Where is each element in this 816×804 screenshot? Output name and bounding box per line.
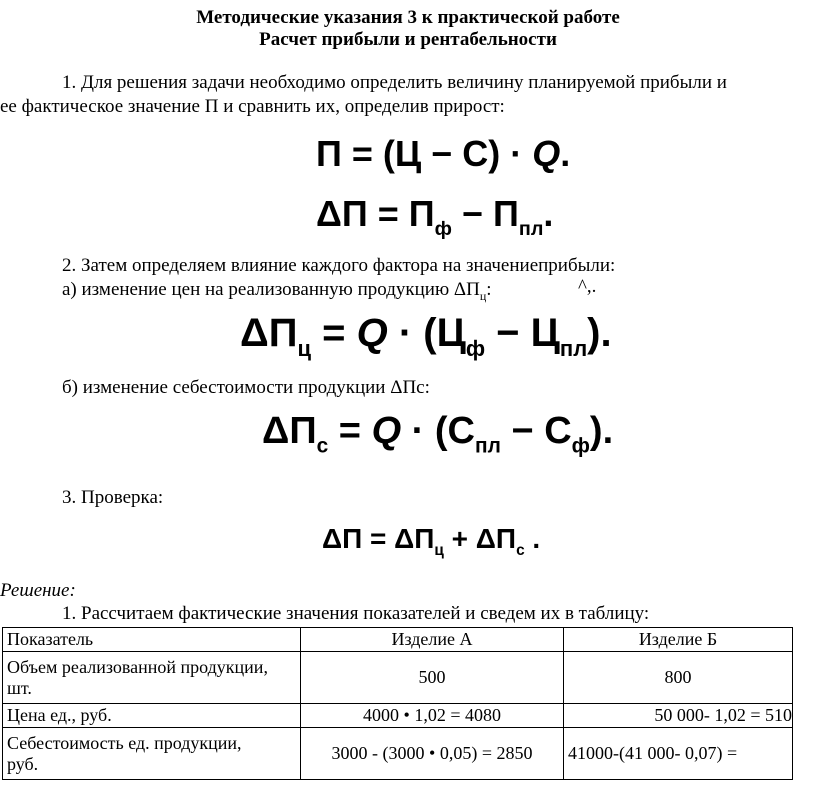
table-header-cell: Изделие А [301, 628, 564, 652]
table-row [3, 704, 793, 728]
table-cell-product-a: 500 [301, 652, 564, 704]
solution-label: Решение: [0, 580, 76, 601]
document-title: Методические указания 3 к практической работе [196, 7, 620, 28]
step2a-artifact: ^,. [578, 276, 597, 297]
table-header-cell: Изделие Б [564, 628, 793, 652]
formula-profit-growth: $\Delta П = П_ф - П_{пл}$. [316, 193, 554, 240]
table-cell-product-b: 800 [564, 652, 793, 704]
table-cell-product-a: 4000 • 1,02 = 4080 [301, 704, 564, 728]
table-header-row [3, 628, 793, 652]
table-cell-indicator: Цена ед., руб. [3, 704, 301, 728]
step2b-text: б) изменение себестоимости продукции ΔПс: [62, 377, 430, 398]
step1-text-line2: ее фактическое значение П и сравнить их, определив прирост: [0, 96, 505, 117]
table-cell-indicator: Себестоимость ед. продукции, руб. [3, 728, 301, 780]
table-cell-product-b: 50 000- 1,02 = 510 [564, 704, 793, 728]
formula-price-factor: $\Delta П_ц = Q \cdot (Ц_ф - Ц_{пл})$. [240, 311, 612, 361]
table-row [3, 728, 793, 780]
step2a-text: а) изменение цен на реализованную продукцию $\Delta П_ц$: [62, 279, 492, 303]
formula-cost-factor: $\Delta П_с = Q \cdot (С_{пл} - С_ф)$. [262, 410, 614, 458]
indicators-table [2, 627, 793, 780]
table-cell-product-a: 3000 - (3000 • 0,05) = 2850 [301, 728, 564, 780]
step1-text-line1: 1. Для решения задачи необходимо определить величину планируемой прибыли и [62, 72, 727, 93]
table-cell-indicator: Объем реализованной продукции, шт. [3, 652, 301, 704]
document-subtitle: Расчет прибыли и рентабельности [259, 29, 557, 50]
step3-text: 3. Проверка: [62, 487, 164, 508]
solution-step1-text: 1. Рассчитаем фактические значения показателей и сведем их в таблицу: [62, 603, 650, 624]
table-cell-product-b: 41000-(41 000- 0,07) = [564, 728, 793, 780]
table-header-cell: Показатель [3, 628, 301, 652]
formula-profit: П = (Ц − С) · Q. [316, 133, 571, 174]
step2-text: 2. Затем определяем влияние каждого фактора на значениеприбыли: [62, 255, 616, 276]
table-row [3, 652, 793, 704]
formula-check: $\Delta П = \Delta П_ц + \Delta П_с$ . [322, 523, 541, 559]
